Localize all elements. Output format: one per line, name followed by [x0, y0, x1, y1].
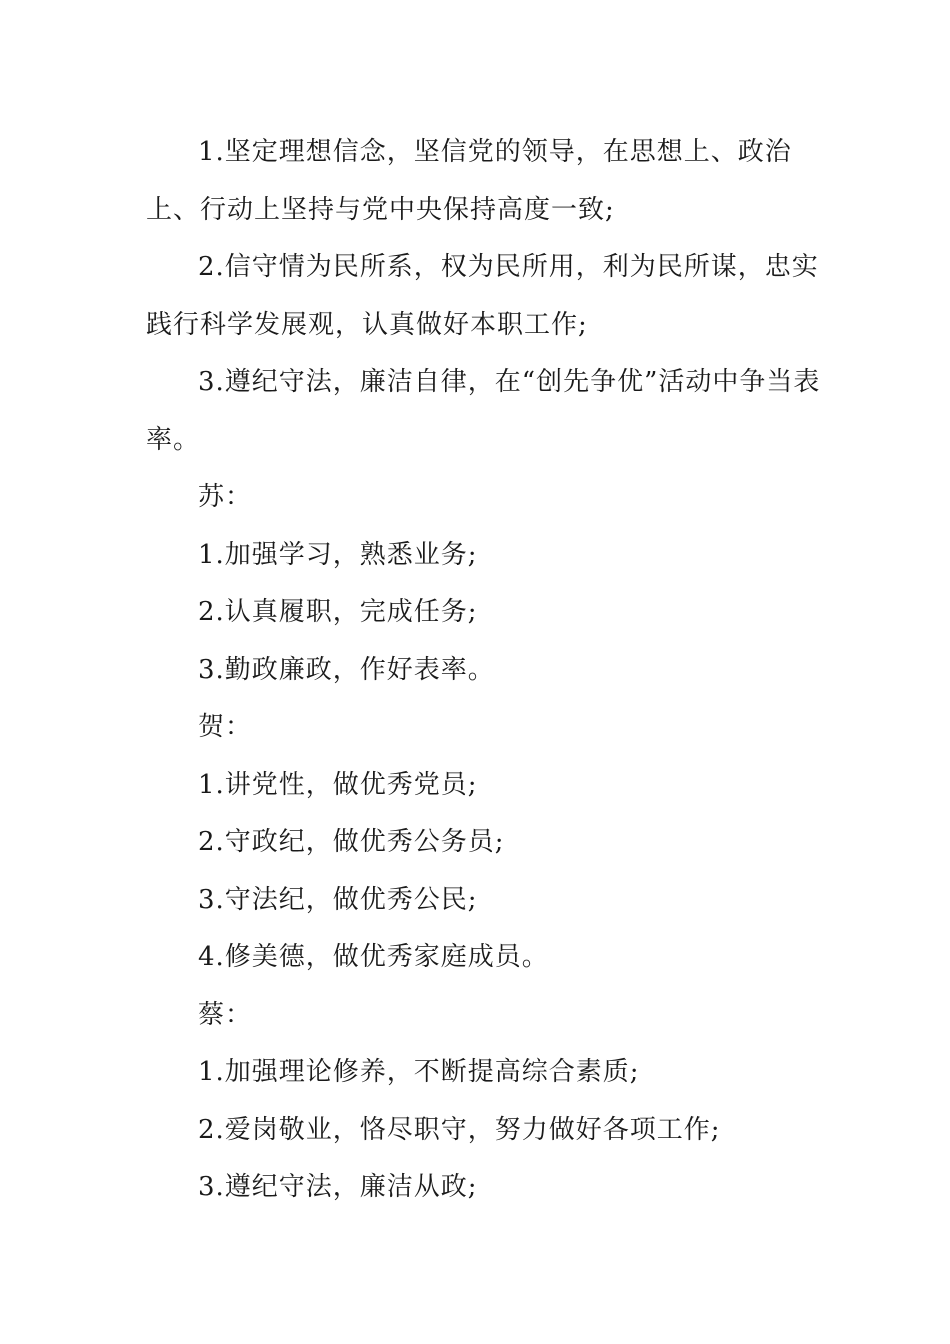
su-item-1: 1.加强学习，熟悉业务; [198, 539, 478, 570]
document-body [146, 124, 836, 1217]
he-item-3: 3.守法纪，做优秀公民; [198, 884, 478, 915]
cai-item-2: 2.爱岗敬业，恪尽职守，努力做好各项工作; [198, 1114, 721, 1145]
he-item-1: 1.讲党性，做优秀党员; [198, 769, 478, 800]
pledge-paragraph-1: 1.坚定理想信念，坚信党的领导，在思想上、政治上、行动上坚持与党中央保持高度一致; [146, 137, 792, 225]
speaker-label-su: 苏： [198, 482, 253, 512]
pledge-paragraph-2: 2.信守情为民所系，权为民所用，利为民所谋，忠实践行科学发展观，认真做好本职工作; [146, 252, 819, 340]
cai-item-1: 1.加强理论修养，不断提高综合素质; [198, 1057, 640, 1087]
cai-item-3: 3.遵纪守法，廉洁从政; [198, 1172, 478, 1202]
pledge-paragraph-3: 3.遵纪守法，廉洁自律，在“创先争优”活动中争当表率。 [146, 367, 821, 455]
he-item-2: 2.守政纪，做优秀公务员; [198, 827, 505, 857]
su-item-2: 2.认真履职，完成任务; [198, 597, 478, 627]
su-item-3: 3.勤政廉政，作好表率。 [198, 654, 495, 685]
he-item-4: 4.修美德，做优秀家庭成员。 [198, 942, 549, 972]
speaker-label-he: 贺： [198, 712, 253, 742]
speaker-label-cai: 蔡： [198, 999, 253, 1030]
